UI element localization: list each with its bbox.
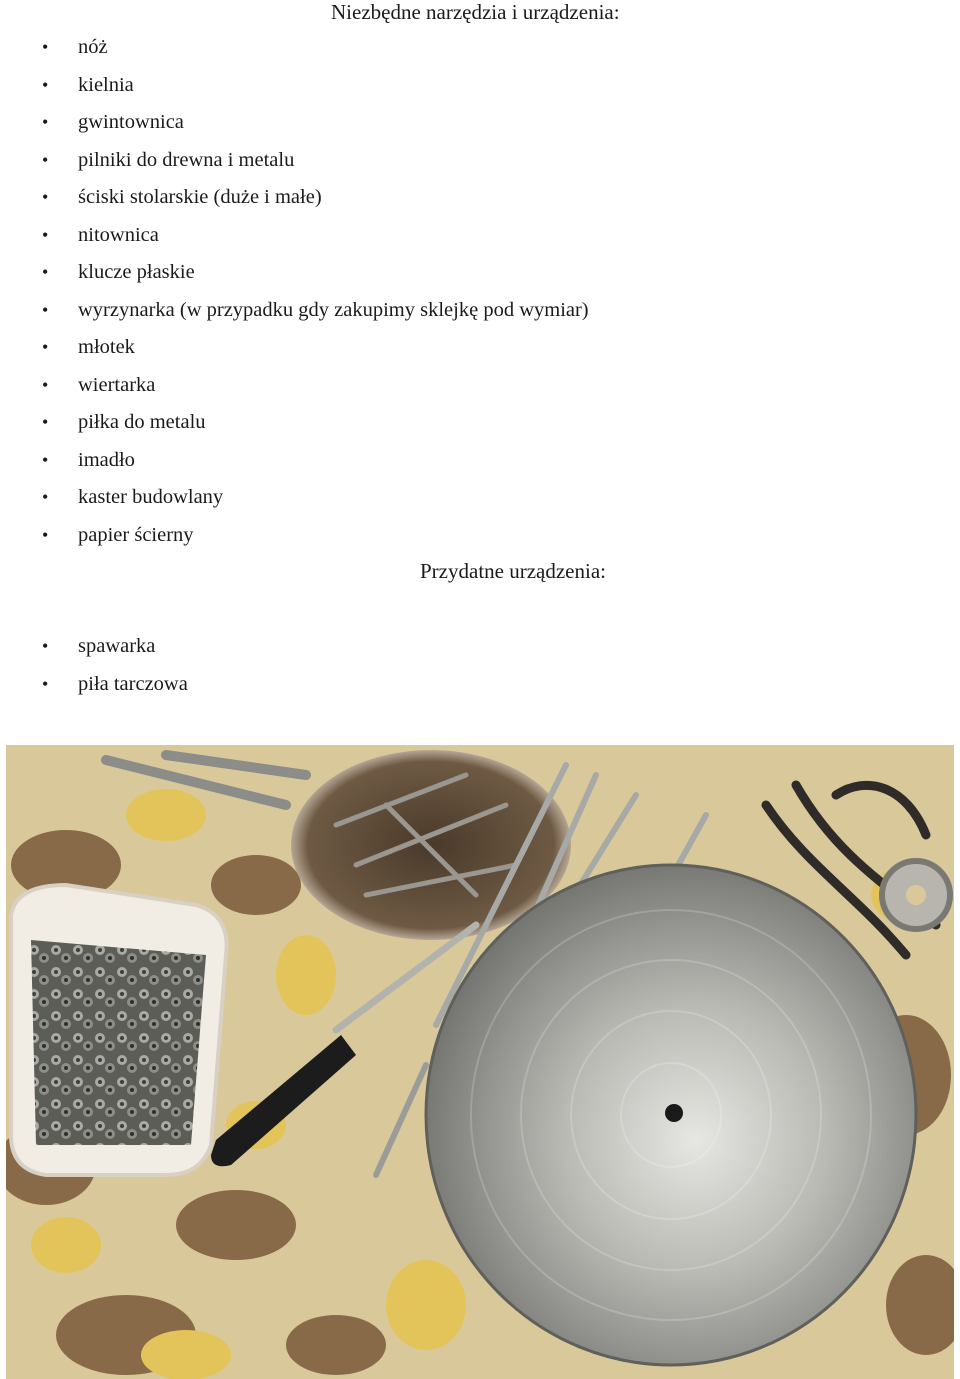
list-item	[0, 260, 589, 298]
bullet-icon: •	[42, 412, 49, 432]
item-label: kielnia	[78, 73, 134, 96]
item-label: papier ścierny	[78, 523, 194, 546]
item-label: młotek	[78, 336, 135, 358]
list-item	[0, 298, 589, 336]
list-item	[0, 410, 589, 448]
item-label: klucze płaskie	[78, 261, 195, 283]
list-item	[0, 448, 589, 486]
list-item	[0, 185, 589, 223]
list-item	[0, 148, 589, 186]
bullet-icon: •	[42, 524, 49, 545]
item-label: kaster budowlany	[78, 486, 224, 508]
disc-center-hole	[665, 1104, 683, 1122]
nut-container	[11, 885, 227, 1175]
bullet-icon: •	[42, 187, 49, 207]
bullet-icon: •	[42, 449, 49, 470]
required-tools-list	[0, 35, 589, 560]
item-label: imadło	[78, 448, 135, 471]
item-label: spawarka	[78, 635, 156, 657]
item-label: wyrzynarka (w przypadku gdy zakupimy sklejkę pod wymiar)	[78, 298, 589, 321]
tools-photo	[6, 745, 954, 1379]
list-item	[0, 35, 589, 73]
bullet-icon: •	[42, 299, 49, 320]
bullet-icon: •	[42, 262, 49, 282]
useful-tools-list	[0, 634, 188, 709]
item-label: wiertarka	[78, 373, 156, 396]
bullet-icon: •	[42, 112, 49, 132]
item-label: pilniki do drewna i metalu	[78, 148, 295, 171]
bullet-icon: •	[42, 149, 49, 170]
useful-tools-heading: Przydatne urządzenia:	[420, 559, 606, 583]
item-label: nóż	[78, 36, 108, 58]
list-item	[0, 335, 589, 373]
bullet-icon: •	[42, 673, 49, 694]
item-label: piła tarczowa	[78, 672, 188, 695]
bullet-icon: •	[42, 337, 49, 357]
list-item	[0, 672, 188, 710]
item-label: gwintownica	[78, 111, 184, 133]
list-item	[0, 523, 589, 561]
bullet-icon: •	[42, 37, 49, 57]
bullet-icon: •	[42, 636, 49, 656]
list-item	[0, 373, 589, 411]
list-item	[0, 73, 589, 111]
bullet-icon: •	[42, 374, 49, 395]
list-item	[0, 110, 589, 148]
list-item	[0, 485, 589, 523]
bullet-icon: •	[42, 74, 49, 95]
item-label: ściski stolarskie (duże i małe)	[78, 186, 322, 208]
bullet-icon: •	[42, 224, 49, 245]
required-tools-heading: Niezbędne narzędzia i urządzenia:	[331, 0, 620, 24]
bullet-icon: •	[42, 487, 49, 507]
item-label: nitownica	[78, 223, 159, 246]
item-label: piłka do metalu	[78, 411, 206, 433]
list-item	[0, 223, 589, 261]
list-item	[0, 634, 188, 672]
